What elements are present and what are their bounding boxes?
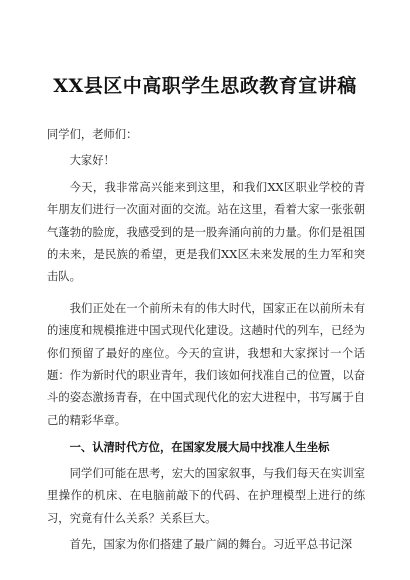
paragraph: 首先，国家为你们搭建了最广阔的舞台。习近平总书记深 [69,537,353,551]
greeting: 大家好！ [69,154,115,168]
document-body [47,124,365,556]
salutation: 同学们，老师们： [47,128,138,141]
paragraph: 今天，我非常高兴能来到这里，和我们XX区职业学校的青年朋友们进行一次面对面的交流。站在这里，看着大家一张张朝气蓬勃的脸庞，我感受到的是一股奔涌向前的力量。你们是祖国的未来，是民族的希望，更是我们XX区未来发展的生力军和突击队。 [47,180,365,284]
document-title: XX县区中高职学生思政教育宣讲稿 [53,75,357,97]
paragraph: 我们正处在一个前所未有的伟大时代，国家正在以前所未有的速度和规模推进中国式现代化建设。这趟时代的列车，已经为你们预留了最好的座位。今天的宣讲，我想和大家探讨一个话题：作为新时代的职业青年，我们该如何找准自己的位置，以奋斗的姿态激扬青春，在中国式现代化的宏大进程中，书写属于自己的精彩华章。 [47,301,365,427]
section-heading: 一、认清时代方位，在国家发展大局中找准人生坐标 [69,440,330,455]
paragraph: 同学们可能在思考，宏大的国家叙事，与我们每天在实训室里操作的机床、在电脑前敲下的代码、在护理模型上进行的练习，究竟有什么关系？关系巨大。 [47,466,365,525]
